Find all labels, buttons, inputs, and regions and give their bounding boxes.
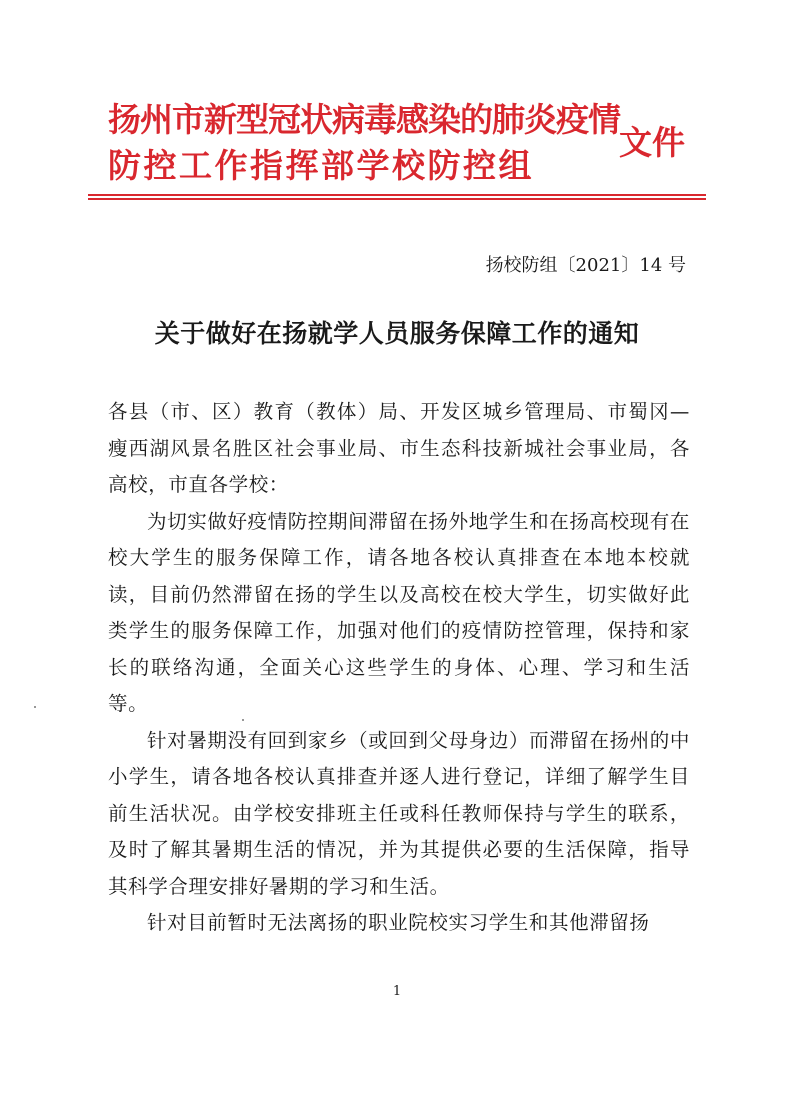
- document-title: 关于做好在扬就学人员服务保障工作的通知: [154, 319, 640, 348]
- scan-speck: [242, 719, 244, 721]
- document-number: 扬校防组〔2021〕14 号: [485, 255, 686, 276]
- letterhead-line-2: 防控工作指挥部学校防控组: [108, 146, 534, 185]
- page-number: 1: [392, 984, 402, 999]
- body-paragraph: 为切实做好疫情防控期间滞留在扬外地学生和在扬高校现有在校大学生的服务保障工作，请各地各校认真排查在本地本校就读，目前仍然滞留在扬的学生以及高校在校大学生，切实做好此类学生的服务保障工作，加强对他们的疫情防控管理，保持和家长的联络沟通，全面关心这些学生的身体、心理、学习和生活等。: [108, 509, 690, 715]
- body-paragraph: 针对暑期没有回到家乡（或回到父母身边）而滞留在扬州的中小学生，请各地各校认真排查并逐人进行登记，详细了解学生目前生活状况。由学校安排班主任或科任教师保持与学生的联系，及时了解其暑期生活的情况，并为其提供必要的生活保障，指导其科学合理安排好暑期的学习和生活。: [108, 728, 690, 898]
- salutation: 各县（市、区）教育（教体）局、开发区城乡管理局、市蜀冈—瘦西湖风景名胜区社会事业局、市生态科技新城社会事业局，各高校，市直各学校：: [108, 400, 690, 496]
- letterhead-line-1: 扬州市新型冠状病毒感染的肺炎疫情: [108, 100, 620, 139]
- letterhead-rule-bottom: [88, 198, 706, 200]
- letterhead-rule-top: [88, 194, 706, 196]
- letterhead-suffix: 文件: [619, 123, 685, 162]
- body-paragraph: 针对目前暂时无法离扬的职业院校实习学生和其他滞留扬: [147, 911, 650, 934]
- scan-speck: [34, 706, 36, 708]
- document-body: [108, 394, 690, 942]
